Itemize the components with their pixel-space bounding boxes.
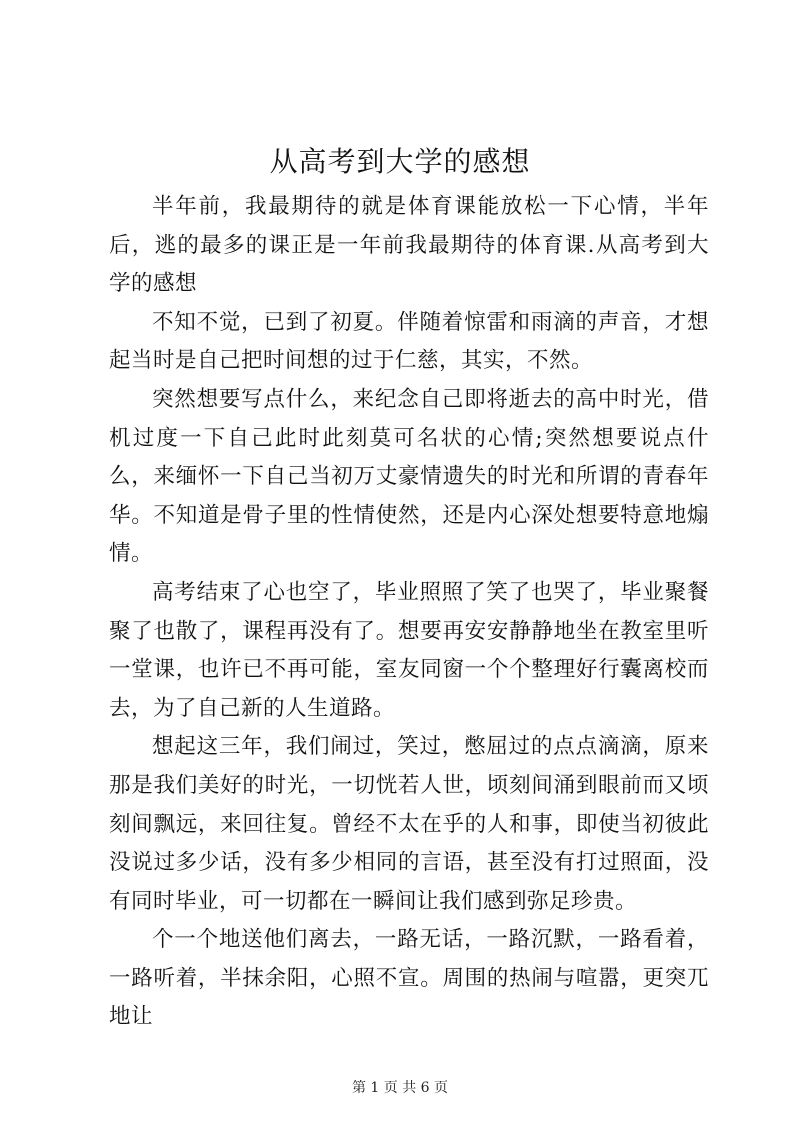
document-body xyxy=(109,188,709,1037)
document-title: 从高考到大学的感想 xyxy=(269,145,531,178)
paragraph-5: 想起这三年，我们闹过，笑过，憋屈过的点点滴滴，原来那是我们美好的时光，一切恍若人世，顷刻间涌到眼前而又顷刻间飘远，来回往复。曾经不太在乎的人和事，即使当初彼此没说过多少话，没有多少相同的言语，甚至没有打过照面，没有同时毕业，可一切都在一瞬间让我们感到弥足珍贵。 xyxy=(109,734,709,914)
paragraph-6: 个一个地送他们离去，一路无话，一路沉默，一路看着，一路听着，半抹余阳，心照不宣。周围的热闹与喧嚣，更突兀地让 xyxy=(109,927,709,1030)
paragraph-2: 不知不觉，已到了初夏。伴随着惊雷和雨滴的声音，才想起当时是自己把时间想的过于仁慈，其实，不然。 xyxy=(109,309,709,374)
paragraph-1: 半年前，我最期待的就是体育课能放松一下心情，半年后，逃的最多的课正是一年前我最期待的体育课.从高考到大学的感想 xyxy=(109,194,709,297)
page-footer: 第 1 页 共 6 页 xyxy=(351,1080,449,1096)
paragraph-3: 突然想要写点什么，来纪念自己即将逝去的高中时光，借机过度一下自己此时此刻莫可名状的心情;突然想要说点什么，来缅怀一下自己当初万丈豪情遗失的时光和所谓的青春年华。不知道是骨子里的性情使然，还是内心深处想要特意地煽情。 xyxy=(109,386,709,567)
paragraph-4: 高考结束了心也空了，毕业照照了笑了也哭了，毕业聚餐聚了也散了，课程再没有了。想要再安安静静地坐在教室里听一堂课，也许已不再可能，室友同窗一个个整理好行囊离校而去，为了自己新的人生道路。 xyxy=(109,579,709,721)
